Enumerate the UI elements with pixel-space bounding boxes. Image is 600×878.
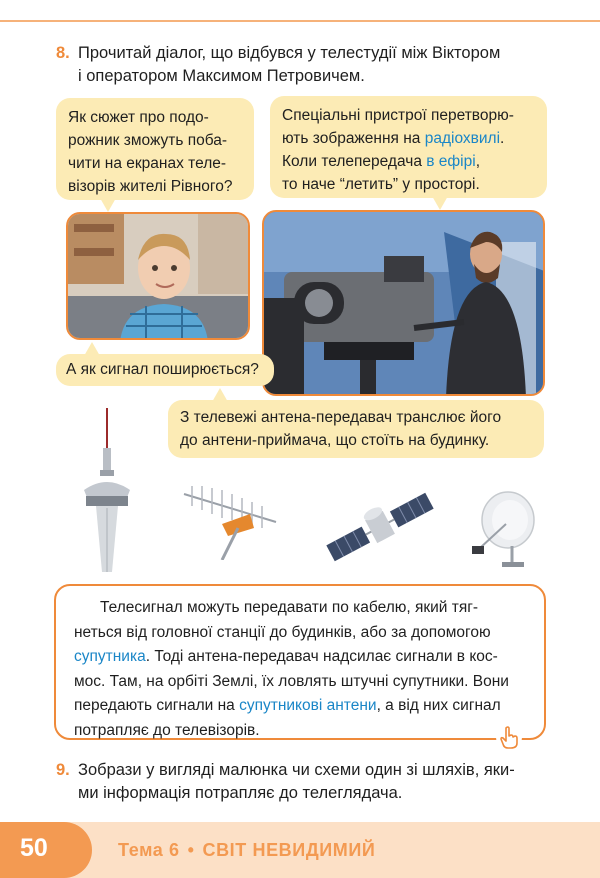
glossary-link-satellite-antennas[interactable]: супутникові антени (239, 697, 377, 715)
speech-bubble-boy-question-2: А як сигнал поширюється? (56, 354, 274, 386)
speech-bubble-boy-question: Як сюжет про подо- рожник зможуть поба- чити на екранах теле- візорів жителі Рівного? (56, 98, 254, 200)
separator-dot: • (187, 840, 195, 860)
satellite-dish-icon (466, 490, 538, 568)
boy-illustration (68, 214, 250, 340)
top-rule (0, 20, 600, 22)
task-9 (56, 759, 556, 805)
tv-tower-image (76, 408, 138, 572)
satellite-image (322, 482, 438, 572)
topic-label: Тема 6 (118, 840, 180, 860)
task-number: 9. (56, 761, 70, 779)
bubble-tail (212, 388, 228, 402)
bubble-tail (84, 342, 100, 356)
tv-antenna-image (178, 480, 282, 560)
satellite-icon (322, 482, 438, 572)
glossary-link-on-air[interactable]: в ефірі (426, 153, 476, 170)
footer-topic (118, 840, 375, 861)
speech-bubble-operator-answer-2: З телевежі антена-передавач транслює його до антени-приймача, що стоїть на будинку. (168, 400, 544, 458)
topic-title: СВІТ НЕВИДИМИЙ (202, 840, 376, 860)
antenna-icon (178, 480, 282, 560)
boy-photo (66, 212, 250, 340)
task-number: 8. (56, 44, 70, 62)
info-box: Телесигнал можуть передавати по кабелю, який тяг- неться від головної станції до будинків, або за допомогою супутника. Тоді антена-передавач надсилає сигнали в кос- мос. Там, на орбіті Землі, їх ловлять штучні супутники. Вони передають сигнали на супутникові антени, а від них сигнал потрапляє до телевізорів. (54, 584, 546, 740)
task-text: Прочитай діалог, що відбувся у телестудії між Віктором і оператором Максимом Петровичем. (78, 44, 501, 85)
camera-operator-photo (262, 210, 545, 396)
glossary-link-radio-waves[interactable]: радіохвилі (424, 130, 501, 147)
bubble-tail (100, 198, 116, 212)
bubble-tail (432, 196, 448, 210)
page-number: 50 (20, 834, 48, 862)
glossary-link-satellite[interactable]: супутника (74, 648, 146, 666)
pointing-hand-icon (496, 724, 522, 750)
task-text: Зобрази у вигляді малюнка чи схеми один зі шляхів, яки- ми інформація потрапляє до телеглядача. (78, 761, 515, 802)
satellite-dish-image (466, 490, 538, 568)
speech-bubble-operator-answer: Спеціальні пристрої перетворю- ють зображення на радіохвилі. Коли телепередача в ефірі, то наче “летить” у просторі. (270, 96, 547, 198)
tv-tower-icon (76, 408, 138, 572)
operator-illustration (264, 212, 545, 396)
task-8 (56, 42, 556, 88)
